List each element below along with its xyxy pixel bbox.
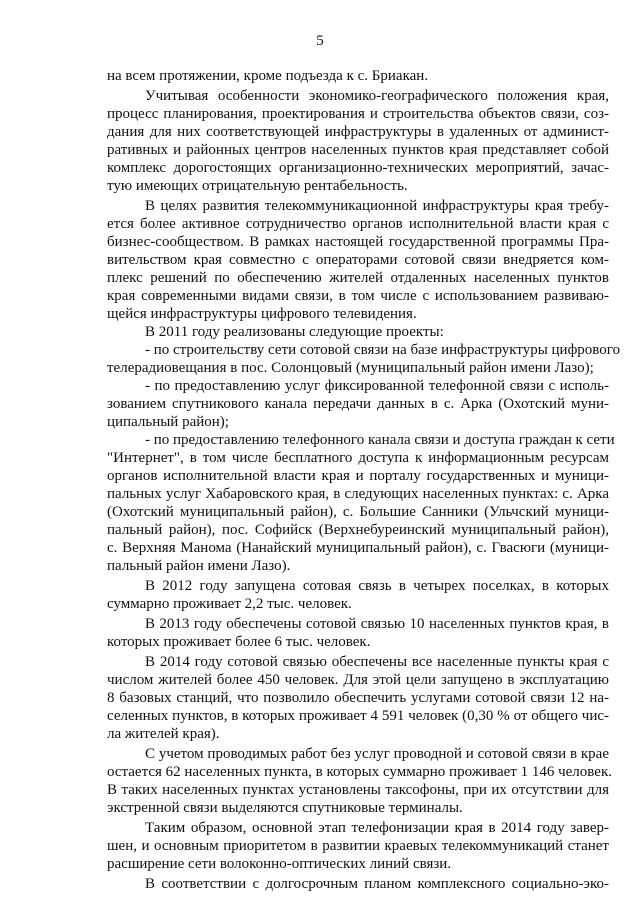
list-item-line: - по строительству сети сотовой связи на базе инфраструктуры цифрового: [145, 342, 621, 358]
text-line: на всем протяжении, кроме подъезда к с. Бриакан.: [107, 68, 429, 84]
text-line: края современными видами связи, в том числе с использованием развиваю-: [107, 288, 609, 304]
text-line: которых проживает более 6 тыс. человек.: [107, 634, 371, 650]
text-line: щейся инфраструктуры цифрового телевидения.: [107, 306, 417, 322]
paragraph-first-line: Таким образом, основной этап телефонизации края в 2014 году завер-: [145, 820, 609, 836]
text-line: "Интернет", в том числе бесплатного доступа к информационным ресурсам: [107, 450, 609, 466]
text-line: шен, и основным приоритетом в развитии краевых телекоммуникаций станет: [107, 838, 609, 854]
paragraph-first-line: В 2013 году обеспечены сотовой связью 10 населенных пунктов края, в: [145, 616, 609, 632]
text-line: органов исполнительной власти края и порталу государственных и муници-: [107, 468, 609, 484]
paragraph-first-line: В 2011 году реализованы следующие проекты:: [145, 324, 444, 340]
paragraph-first-line: С учетом проводимых работ без услуг проводной и сотовой связи в крае: [145, 746, 609, 762]
text-line: 8 базовых станций, что позволило обеспечить услугами сотовой связи 12 на-: [107, 690, 609, 706]
paragraph-first-line: В соответствии с долгосрочным планом комплексного социально-эко-: [145, 876, 609, 892]
text-line: вительством края совместно с операторами сотовой связи внедряется ком-: [107, 252, 609, 268]
text-line: телерадиовещания в пос. Солонцовый (муниципальный район имени Лазо);: [107, 360, 594, 376]
text-line: зованием спутникового канала передачи данных в с. Арка (Охотский муни-: [107, 396, 609, 412]
paragraph-first-line: В целях развития телекоммуникационной инфраструктуры края требу-: [145, 198, 609, 214]
text-line: бизнес-сообществом. В рамках настоящей государственной программы Пра-: [107, 234, 609, 250]
paragraph-first-line: Учитывая особенности экономико-географического положения края,: [145, 88, 609, 104]
page-number: 5: [316, 33, 324, 49]
text-line: расширение сети волоконно-оптических линий связи.: [107, 856, 452, 872]
text-line: селенных пунктов, в которых проживает 4 591 человек (0,30 % от общего чис-: [107, 708, 609, 724]
text-line: ется более активное сотрудничество органов исполнительной власти края с: [107, 216, 609, 232]
text-line: (Охотский муниципальный район), с. Большие Санники (Ульчский муници-: [107, 504, 609, 520]
paragraph-first-line: В 2012 году запущена сотовая связь в четырех поселках, в которых: [145, 578, 609, 594]
text-line: пальный район), пос. Софийск (Верхнебуреинский муниципальный район),: [107, 522, 609, 538]
text-line: тую имеющих отрицательную рентабельность.: [107, 178, 408, 194]
list-item-line: - по предоставлению телефонного канала связи и доступа граждан к сети: [145, 432, 615, 448]
text-line: дания для них соответствующей инфраструктуры в удаленных от админист-: [107, 124, 609, 140]
text-line: пальных услуг Хабаровского края, в следующих населенных пунктах: с. Арка: [107, 486, 609, 502]
list-item-line: - по предоставлению услуг фиксированной телефонной связи с исполь-: [145, 378, 609, 394]
text-line: числом жителей более 450 человек. Для этой цели запущено в эксплуатацию: [107, 672, 609, 688]
text-line: ла жителей края).: [107, 726, 220, 742]
text-line: В таких населенных пунктах установлены таксофоны, при их отсутствии для: [107, 782, 609, 798]
text-line: экстренной связи выделяются спутниковые терминалы.: [107, 800, 463, 816]
text-line: пальный район имени Лазо).: [107, 558, 291, 574]
text-line: суммарно проживает 2,2 тыс. человек.: [107, 596, 352, 612]
text-line: остается 62 населенных пункта, в которых суммарно проживает 1 146 человек.: [107, 764, 612, 780]
text-line: ципальный район);: [107, 414, 229, 430]
text-line: с. Верхняя Манома (Нанайский муниципальный район), с. Гвасюги (муници-: [107, 540, 609, 556]
text-line: процесс планирования, проектирования и строительства объектов связи, соз-: [107, 106, 609, 122]
text-line: плекс решений по обеспечению жителей отдаленных населенных пунктов: [107, 270, 609, 286]
text-line: комплекс дорогостоящих организационно-технических мероприятий, зачас-: [107, 160, 609, 176]
paragraph-first-line: В 2014 году сотовой связью обеспечены все населенные пункты края с: [145, 654, 609, 670]
text-line: ративных и районных центров населенных пунктов края представляет собой: [107, 142, 609, 158]
